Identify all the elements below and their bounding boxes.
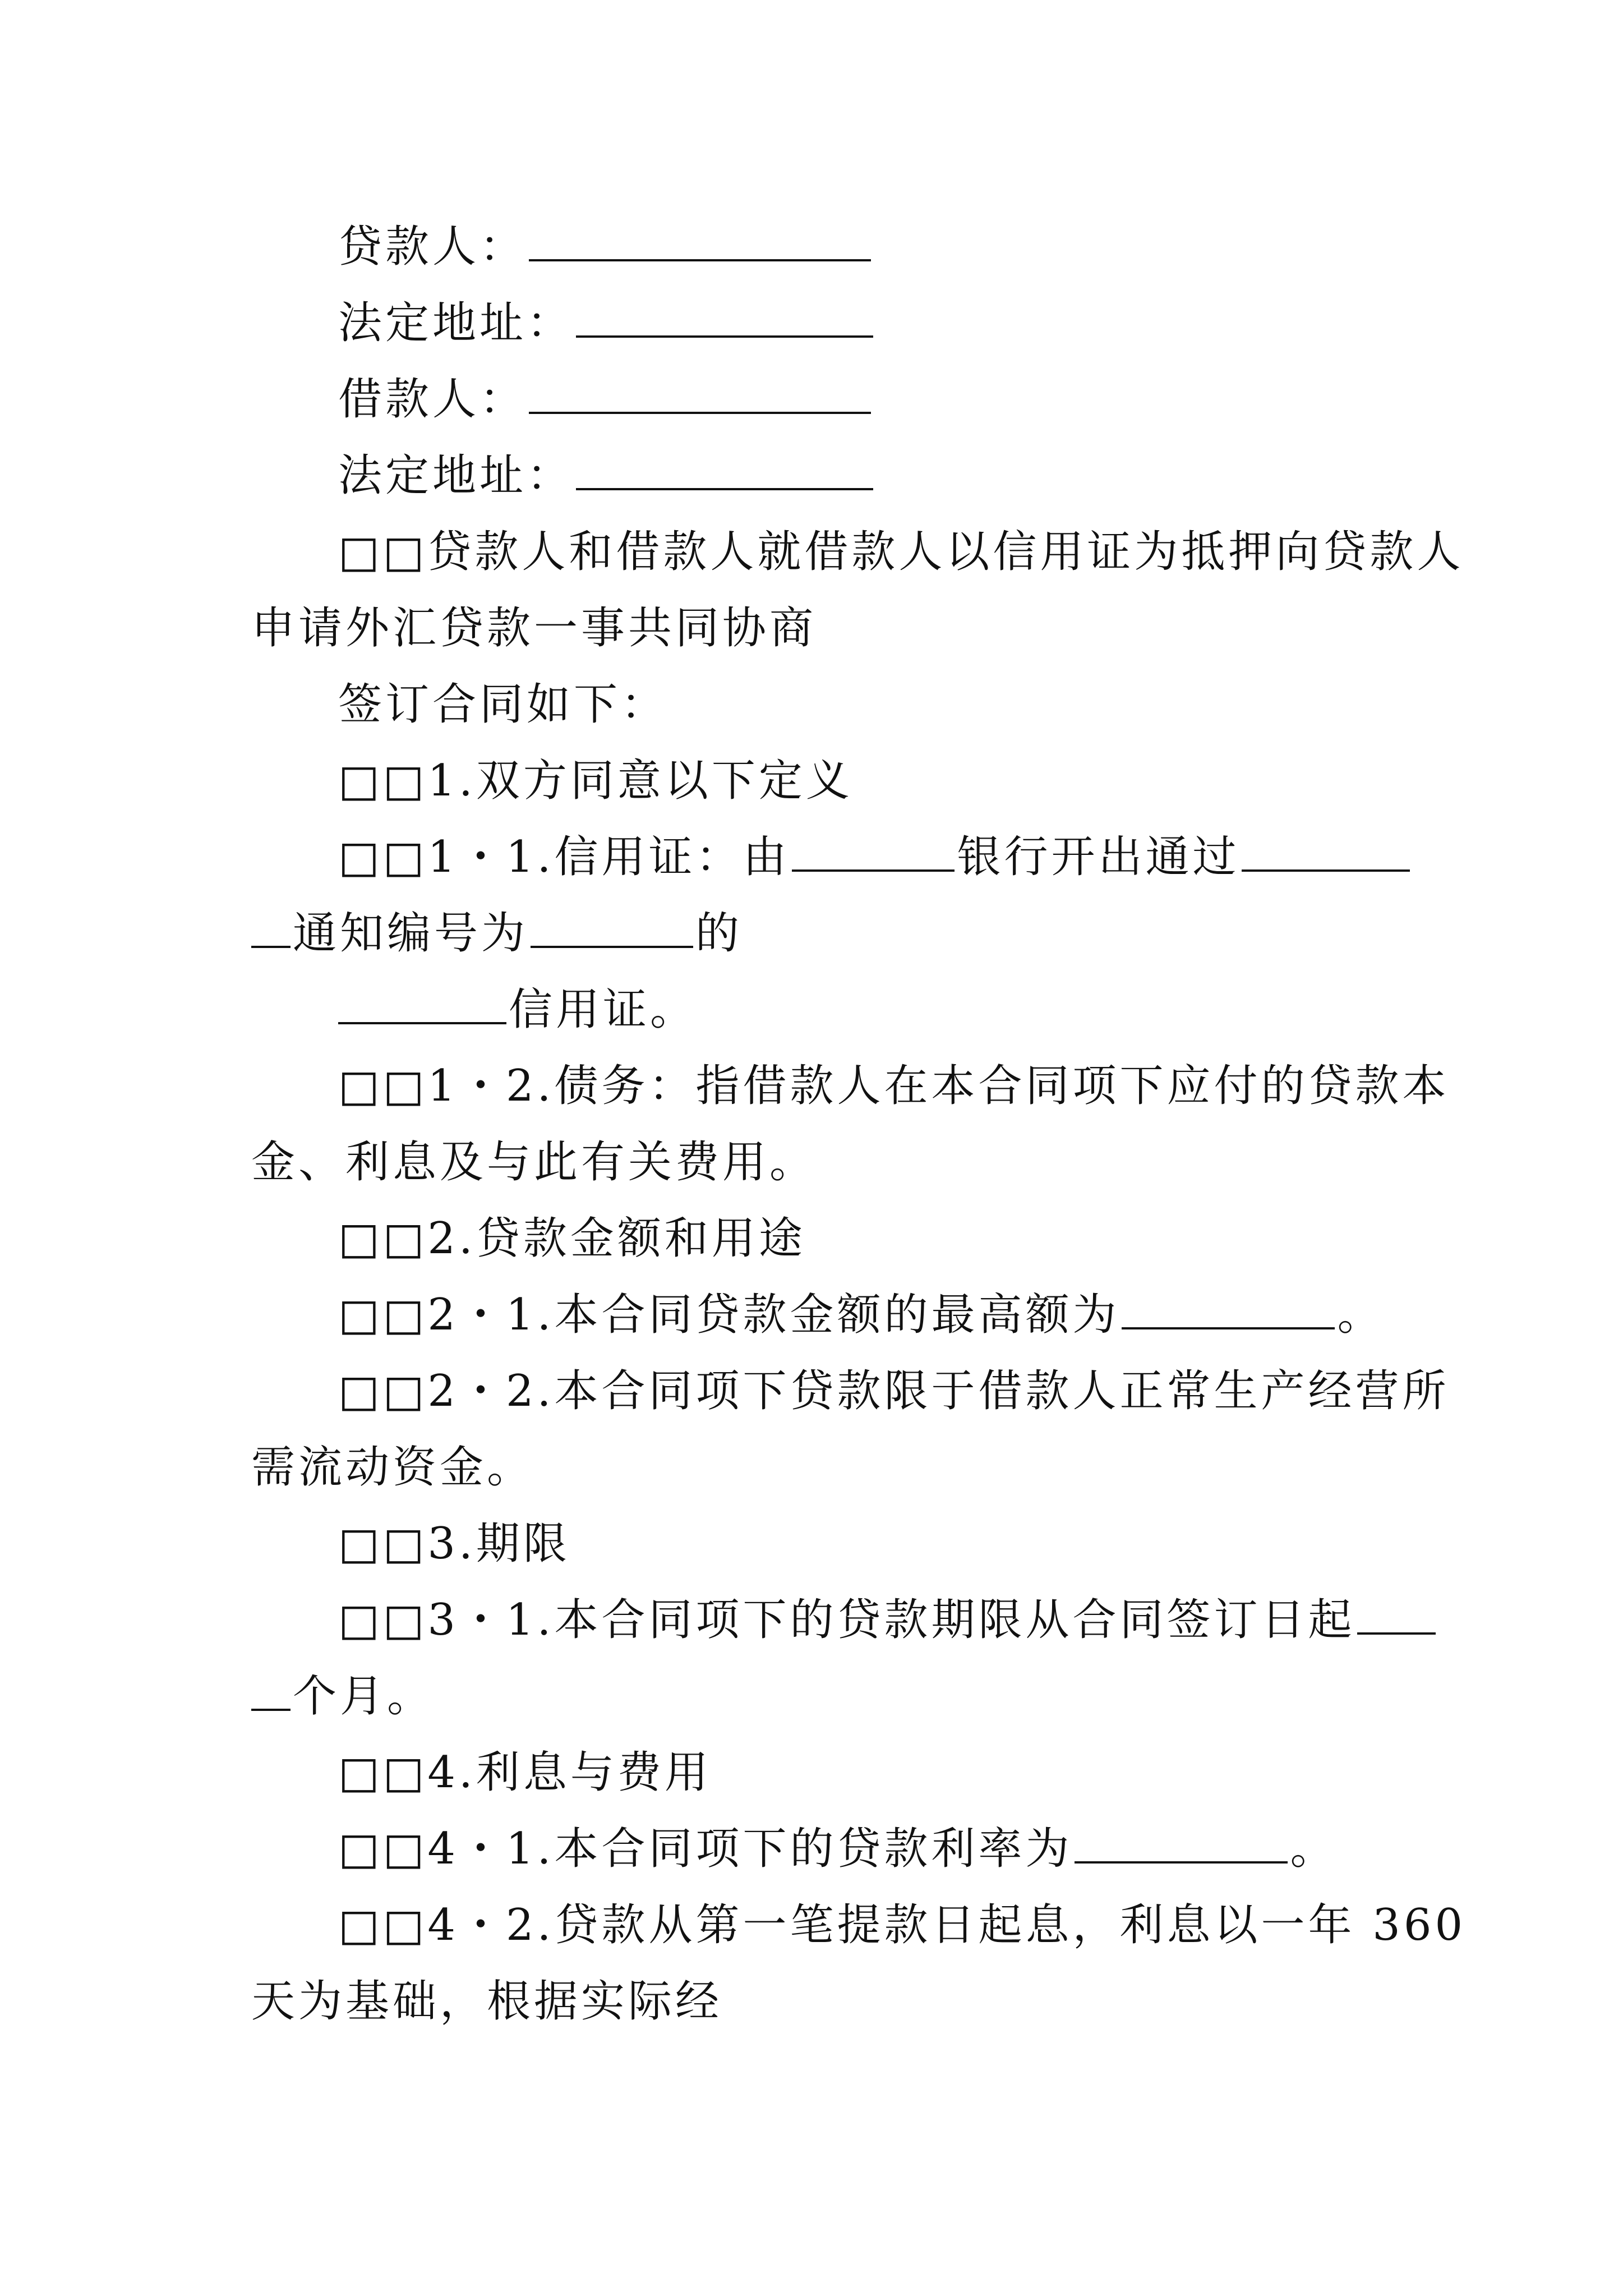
section-3-1-line-2	[251, 1668, 1384, 1724]
section-1-1-line-1	[338, 829, 1471, 885]
section-2-heading: □□2.贷款金额和用途	[338, 1213, 806, 1264]
max-amount-blank[interactable]	[1122, 1287, 1335, 1329]
section-3-heading: □□3.期限	[338, 1519, 570, 1569]
borrower-address-label: 法定地址：	[338, 450, 574, 501]
credit-type-blank[interactable]	[338, 982, 506, 1024]
section-1-2-line-1: □□1・2.债务：指借款人在本合同项下应付的贷款本	[338, 1061, 1450, 1111]
advising-bank-blank-cont[interactable]	[251, 905, 291, 948]
intro-line-2: 申请外汇贷款一事共同协商	[251, 603, 817, 654]
lender-address-blank[interactable]	[576, 295, 873, 338]
s2-1-text-b: 。	[1337, 1290, 1385, 1340]
lender-address-label: 法定地址：	[338, 298, 574, 348]
section-2-2-line-2: 需流动资金。	[251, 1442, 534, 1493]
section-2-1-line	[338, 1287, 1471, 1343]
s1-1-text-b: 银行开出通过	[957, 832, 1240, 882]
advising-bank-blank[interactable]	[1242, 829, 1410, 872]
s1-1-text-e: 信用证。	[509, 984, 698, 1035]
lender-address-line	[338, 295, 1471, 351]
intro-line-1: □□贷款人和借款人就借款人以信用证为抵押向贷款人	[338, 527, 1464, 577]
section-4-1-line	[338, 1821, 1471, 1877]
intro-line-3: 签订合同如下：	[338, 679, 668, 730]
notice-number-blank[interactable]	[531, 905, 693, 948]
borrower-line	[338, 371, 1471, 427]
borrower-address-line	[338, 448, 1471, 504]
borrower-label: 借款人：	[338, 374, 527, 425]
s4-1-text-a: □□4・1.本合同项下的贷款利率为	[338, 1824, 1073, 1874]
borrower-blank[interactable]	[529, 371, 871, 414]
s3-1-text-b: 个月。	[293, 1671, 435, 1722]
s1-1-text-a: □□1・1.信用证：由	[338, 832, 790, 882]
section-4-heading: □□4.利息与费用	[338, 1747, 712, 1798]
section-4-2-line-2: 天为基础，根据实际经	[251, 1976, 723, 2027]
s1-1-text-c: 通知编号为	[293, 908, 529, 959]
section-2-2-line-1: □□2・2.本合同项下贷款限于借款人正常生产经营所	[338, 1366, 1450, 1416]
section-4-2-line-1: □□4・2.贷款从第一笔提款日起息，利息以一年 360	[338, 1900, 1467, 1950]
issuing-bank-blank[interactable]	[792, 829, 955, 872]
s1-1-text-d: 的	[695, 908, 743, 959]
s4-1-text-b: 。	[1290, 1824, 1338, 1874]
borrower-address-blank[interactable]	[576, 448, 873, 490]
section-3-1-line-1	[338, 1592, 1471, 1648]
lender-label: 贷款人：	[338, 222, 527, 272]
interest-rate-blank[interactable]	[1075, 1821, 1288, 1864]
s3-1-text-a: □□3・1.本合同项下的贷款期限从合同签订日起	[338, 1595, 1355, 1645]
s2-1-text-a: □□2・1.本合同贷款金额的最高额为	[338, 1290, 1120, 1340]
section-1-heading: □□1.双方同意以下定义	[338, 756, 853, 806]
lender-blank[interactable]	[529, 219, 871, 261]
lender-line	[338, 219, 1471, 275]
term-months-blank-cont[interactable]	[251, 1668, 291, 1711]
term-months-blank[interactable]	[1357, 1592, 1436, 1635]
section-1-1-line-2	[251, 905, 1384, 961]
section-1-2-line-2: 金、利息及与此有关费用。	[251, 1137, 817, 1188]
section-1-1-line-3	[338, 982, 1471, 1038]
